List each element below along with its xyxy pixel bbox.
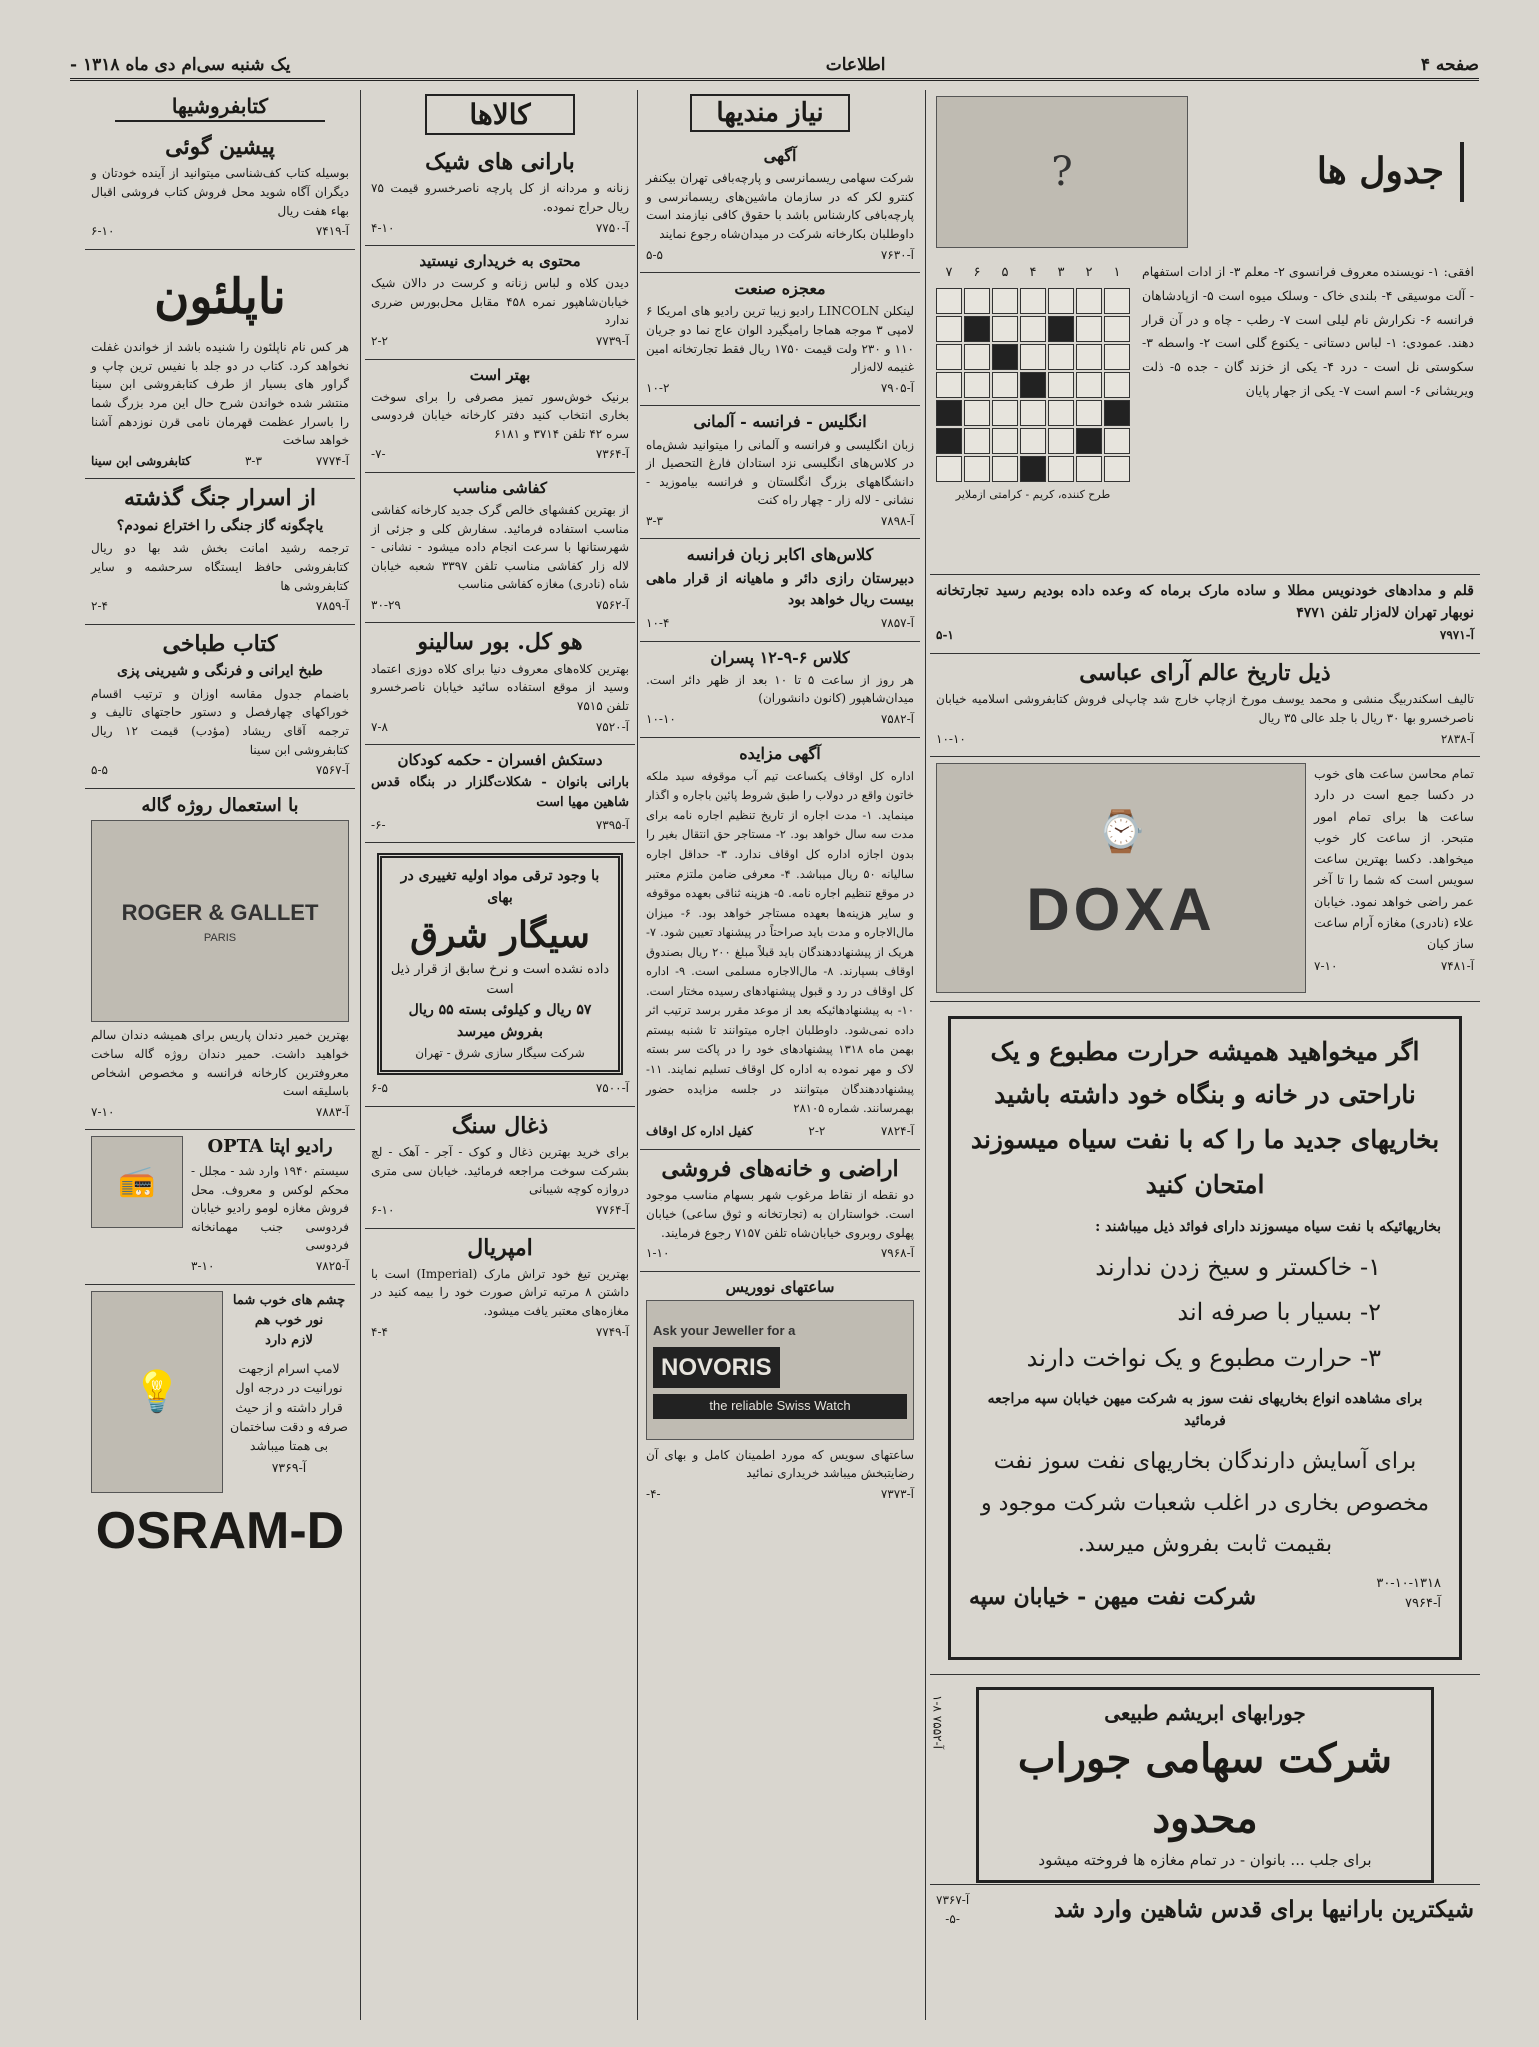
classified-code: آ-۷۵۸۲ xyxy=(880,712,914,726)
cigarette-brand: سیگار شرق xyxy=(410,913,590,956)
crossword-section xyxy=(930,90,1480,575)
grid-cell xyxy=(1076,316,1102,342)
doxa-brand: DOXA xyxy=(1026,875,1216,943)
book-ad-sub: یاچگونه گاز جنگی را اختراع نمودم؟ xyxy=(116,517,324,534)
classified-ad xyxy=(640,273,920,406)
heater-footer: برای آسایش دارندگان بخاریهای نفت سوز نفت مخصوص بخاری در اغلب شعبات شرکت موجود و بقیمت ثابت بفروش میرسد. xyxy=(980,1448,1430,1558)
grid-cell xyxy=(1048,288,1074,314)
goods-ad-title: محتوی به خریداری نیستید xyxy=(419,252,581,271)
grid-cell xyxy=(1076,400,1102,426)
rg-text: بهترین خمیر دندان پاریس برای همیشه دندان سالم خواهید داشت. حمیر دندان روژه گاله ساخت معروفترین کارخانه فرانسه و مخصوص اشخاص باسلیقه است xyxy=(91,1028,349,1099)
bookshops-title: کتابفروشیها xyxy=(115,92,325,122)
auction-num: ۲-۲ xyxy=(808,1123,826,1138)
grid-cell xyxy=(992,428,1018,454)
auction-sign: کفیل اداره کل اوقاف xyxy=(646,1123,753,1138)
opta-num: ۳-۱۰ xyxy=(191,1258,215,1273)
auction-text: اداره کل اوقاف یکساعت تیم آب موقوفه سید ملکه خاتون واقع در دولاب را طبق شروط پائین باجاره و اگذار مینماید. ۱- مدت اجاره از تاریخ تنظیم اجاره نامه برای مدت سه سال خواهد بود. ۲- مستاجر حق انتقال بغیر را بدون اجازه اداره کل اوقاف ندارد. ۳- حداقل اجاره سالیانه ۵۰ ریال میباشد. ۴- معرفی ضامن ملتزم معتبر در موقع تنظیم اجاره نامه. ۵- هزینه ثناقی بعهده موقوفه و سایر هزینه‌ها بعهده مستاجر خواهد بود. ۶- میزان مال‌الاجاره و مدت باید صراحتاً در پیشنهاد تعیین شود. ۷- هریک از پیشنهاددهندگان باید قبلاً مبلغ ۲۰۰ ریال بصندوق اوقاف بسپارند. ۸- مال‌الاجاره مسلمی است. ۹- اداره کل اوقاف در رد و قبول پیشنهادهای رسیده مختار است. ۱۰- به پیشنهادهائیکه بعد از موعد مقرر برسد ترتیب اثر داده نمی‌شود. داوطلبان اجاره میتوانند تا شنبه بیستم بهمن ماه ۱۳۱۸ پیشنهادهای خود را در پاکت سر بسته لاک و مهر نموده به اداره کل اوقاف تسلیم نمایند. ۱۱- پیشنهاددهندگان میتوانند در جلسه مزایده حضور بهمرسانند. شماره ۲۸۱۰۵ xyxy=(646,768,915,1116)
goods-ad-title: ذغال سنگ xyxy=(451,1112,549,1139)
goods-ad-code: آ-۷۷۶۴ xyxy=(595,1202,629,1217)
grid-cell xyxy=(992,400,1018,426)
history-num: ۱۰-۱۰ xyxy=(936,731,966,746)
grid-cell xyxy=(1020,428,1046,454)
goods-ad-text: از بهترین کفشهای خالص گرک جدید کارخانه کفاشی مناسب استفاده فرمائید. سفارش کلی و جزئی از شهرستانها با سرعت انجام داده میشود - نشانی - لاله زار کفاشی مناسب تلفن ۳۳۹۷ شعبه خیابان شاه (نادری) مغازه کفاشی مناسب xyxy=(371,502,629,592)
socks-code: آ-۷۵۵۲ xyxy=(930,1715,945,1750)
goods-ad-text: زنانه و مردانه از کل پارچه ناصرخسرو قیمت ۷۵ ریال حراج نموده. xyxy=(371,181,629,214)
book-ad-num: ۵-۵ xyxy=(91,763,108,778)
socks-top: جورابهای ابریشم طبیعی xyxy=(1104,1701,1306,1726)
history-title: ذیل تاریخ عالم آرای عباسی xyxy=(1079,659,1331,686)
goods-ad-text: بهترین کلاه‌های معروف دنیا برای کلاه دوزی اعتماد وسید از موقع استفاده سائید خیابان ناصرخسرو تلفن ۷۵۱۵ xyxy=(371,661,629,714)
cigarette-line: داده نشده است و نرخ سابق از قرار ذیل است xyxy=(390,961,610,998)
column-crossword-ads xyxy=(930,90,1480,2020)
raincoat-ad xyxy=(930,1885,1480,1936)
cigarette-num: ۶-۵ xyxy=(371,1081,388,1096)
goods-ad-num: -۷- xyxy=(371,447,386,462)
grid-cell-black xyxy=(1048,316,1074,342)
raincoat-code: آ-۷۳۶۷ xyxy=(936,1893,970,1908)
grid-cell xyxy=(1048,456,1074,482)
grid-cell xyxy=(1076,372,1102,398)
book-ad-text: بوسیله کتاب کف‌شناسی میتوانید از آینده خودتان و دیگران آگاه شوید محل فروش کتاب فروشی اقبال بهاء هفت ریال xyxy=(91,166,349,218)
book-ad-num: ۶-۱۰ xyxy=(91,224,115,239)
grid-cell xyxy=(1104,372,1130,398)
classified-code: آ-۷۸۵۷ xyxy=(880,616,914,631)
doxa-text: تمام محاسن ساعت های خوب در دکسا جمع است در دارد ساعت ها برای تمام امور متبحر. از ساعت کار خوب میخواهد. دکسا بهترین ساعت سویس است که شما را تا آخر عمر راضی خواهد نمود. خیابان علاء (نادری) مغازه آرام ساعت ساز کیان xyxy=(1314,766,1474,952)
goods-ad xyxy=(365,745,635,843)
crossword-credit: طرح کننده، کریم - کرامتی ازملایر xyxy=(955,488,1111,501)
raincoat-text: شیکترین بارانیها برای قدس شاهین وارد شد xyxy=(1053,1895,1474,1923)
radio-icon: 📻 xyxy=(91,1136,183,1228)
goods-ad-num: ۲-۲ xyxy=(371,333,388,348)
goods-ad xyxy=(365,473,635,624)
goods-ad-text: برای خرید بهترین ذغال و کوک - آجر - آهک - لچ بشرکت سوخت مراجعه فرمائید. خیابان سی متری دروازه کوچه شیبانی xyxy=(371,1145,629,1197)
novoris-ask: Ask your Jeweller for a xyxy=(653,1323,796,1339)
book-ad xyxy=(85,625,355,789)
grid-cell-black xyxy=(992,344,1018,370)
book-ad-code: آ-۷۷۷۴ xyxy=(315,453,349,468)
book-ad-title: پیشین گوئی xyxy=(165,134,275,160)
classified-text: زبان انگلیسی و فرانسه و آلمانی را میتوانید شش‌ماه در کلاس‌های انگلیسی نزد استادان فارغ التحصیل از دانشگاههای بزرگ انگلستان و فرانسه بیاموزید - نشانی - لاله زار - چهار راه کنت xyxy=(646,437,914,508)
goods-ad-num: ۶-۱۰ xyxy=(371,1202,395,1217)
land-code: آ-۷۹۶۸ xyxy=(880,1246,914,1261)
goods-ad xyxy=(365,360,635,473)
watch-icon: ⌚ xyxy=(1096,808,1146,855)
land-num: ۱-۱۰ xyxy=(646,1246,670,1261)
crossword-clues: افقی: ۱- نویسنده معروف فرانسوی ۲- معلم ۳- از ادات استفهام - آلت موسیقی ۴- بلندی خاک - وسلک میوه است ۵- ازپادشاهان فرانسه ۶- نکرارش نام لیلی است ۷- رطب - چاه و در آن قرار دهند. عمودی: ۱- لباس دستانی - یکنوع گلی است ۲- واسطه ۳- سکوستی نل است - درد ۴- یکی از خزند گان - جده ۵- ذلت ویریشانی ۶- اسم است ۷- یکی از جهار پایان xyxy=(1142,264,1475,398)
opta-radio-ad xyxy=(85,1130,355,1284)
classified-ad xyxy=(640,406,920,539)
grid-cell xyxy=(992,456,1018,482)
grid-cell xyxy=(936,344,962,370)
grid-cell xyxy=(992,372,1018,398)
paper-name: اطلاعات xyxy=(825,55,886,75)
goods-ad-code: آ-۷۷۵۰ xyxy=(595,220,629,235)
grid-cell xyxy=(1048,372,1074,398)
page-number: صفحه ۴ xyxy=(1420,55,1479,75)
grid-cell xyxy=(964,344,990,370)
cigarette-ad xyxy=(365,843,635,1107)
heater-point: ۲- بسیار با صرفه اند xyxy=(1177,1298,1381,1327)
goods-ad-title: هو کل. بور سالینو xyxy=(417,629,583,656)
novoris-text: ساعتهای سویس که مورد اطمینان کامل و بهای آن رضایتبخش میباشد خریداری نمائید xyxy=(646,1447,914,1481)
goods-ad xyxy=(365,1229,635,1350)
lightbulb-icon: 💡 xyxy=(91,1291,223,1493)
grid-cell xyxy=(1104,428,1130,454)
column-goods xyxy=(365,90,635,2020)
goods-ad-text: بارانی بانوان - شکلات‌گلزار در بنگاه قدس شاهین مهیا است xyxy=(371,775,629,811)
book-ad-title: کتاب طباخی xyxy=(162,630,278,657)
book-ad-code: آ-۷۴۱۹ xyxy=(315,224,349,239)
book-ad xyxy=(85,250,355,480)
heater-line: امتحان کنید xyxy=(1145,1169,1265,1199)
grid-cell-black xyxy=(1076,428,1102,454)
classified-num: ۱۰-۲ xyxy=(646,380,670,395)
novoris-tag: the reliable Swiss Watch xyxy=(653,1394,907,1418)
goods-ad-num: ۴-۴ xyxy=(371,1324,388,1339)
grid-number: ۶ xyxy=(973,264,981,280)
classified-num: ۱۰-۴ xyxy=(646,616,670,631)
novoris-ad xyxy=(640,1272,920,1512)
grid-cell-black xyxy=(1020,456,1046,482)
book-ad-num: ۲-۴ xyxy=(91,599,108,614)
rg-city: PARIS xyxy=(203,931,237,944)
grid-cell xyxy=(936,288,962,314)
grid-cell xyxy=(1076,288,1102,314)
classified-text: لینکلن LINCOLN رادیو زیبا ترین رادیو های امریکا ۶ لامپی ۳ موجه هماجا رامیگیرد الوان عاج نما دو جریان ۱۱۰ و ۲۳۰ ولت قیمت ۱۷۵۰ ریال فقط تجارتخانه امین غنیمه لاله‌زار xyxy=(646,304,914,375)
crossword-grid-wrap xyxy=(936,260,1130,503)
classified-num: ۵-۵ xyxy=(646,247,663,262)
heater-company: شرکت نفت میهن - خیابان سپه xyxy=(969,1584,1257,1611)
classified-title: آگهی xyxy=(763,146,797,165)
novoris-title: ساعتهای نووریس xyxy=(725,1277,835,1296)
crossword-illustration: ? xyxy=(936,96,1188,248)
goods-ad-text: بهترین تیغ خود تراش مارک (Imperial) است با داشتن ۸ مرتبه تراش صورت خود را بیمه کنید در مغازه‌های معتبر یافت میشود. xyxy=(371,1266,630,1319)
doxa-watch-illustration xyxy=(936,763,1306,993)
grid-cell xyxy=(964,428,990,454)
grid-cell xyxy=(1020,344,1046,370)
classified-num: ۳-۳ xyxy=(646,513,663,528)
classified-text: هر روز از ساعت ۵ تا ۱۰ بعد از ظهر دائر است. میدان‌شاهپور (کانون دانشوران) xyxy=(646,672,914,706)
grid-cell xyxy=(1048,344,1074,370)
book-ad xyxy=(85,128,355,250)
grid-cell xyxy=(936,456,962,482)
book-ad-text: هر کس نام ناپلئون را شنیده باشد از خواندن غفلت نخواهد کرد. کتاب در دو جلد با نفیس ترین چاپ و گراور های بسیار از طرف کتابفروشی ابن سینا منتشر شده خواندن شرح حال این مرد بزرگ شما را باسرار عظمت قهرمان نامی قرن نوزدهم آشنا خواهد ساخت xyxy=(91,340,349,448)
grid-number: ۲ xyxy=(1085,264,1093,280)
classified-ad xyxy=(640,539,920,641)
doxa-num: ۷-۱۰ xyxy=(1314,959,1338,974)
goods-ad-title: دستکش افسران - حکمه کودکان xyxy=(397,751,603,770)
goods-ad xyxy=(365,143,635,246)
osram-brand: OSRAM-D xyxy=(95,1501,345,1560)
goods-ad-text: دیدن کلاه و لباس زنانه و کرست در دالان شیک خیابان‌شاهپور نمره ۴۵۸ مقابل محل‌بورس ضرری ندارد xyxy=(371,276,629,328)
goods-ad-code: آ-۷۷۴۹ xyxy=(595,1324,629,1339)
cigarette-line: ۵۷ ریال و کیلوئی بسته ۵۵ ریال بفروش میرسد xyxy=(408,1002,592,1040)
goods-ad-title: بارانی های شیک xyxy=(425,149,575,175)
classified-text: شرکت سهامی ریسمانرسی و پارچه‌بافی تهران بیکنفر کنترو لکر که در سازمان ماشین‌های ریسمانرسی و پارچه‌بافی کارشناس باشد با حقوق کافی نیازمند است داوطلبان بکارخانه شرکت در میدان‌شاه رجوع نمایند xyxy=(646,171,914,241)
osram-line: لازم دارد xyxy=(265,1332,313,1348)
socks-title: شرکت سهامی جوراب محدود xyxy=(1017,1735,1393,1843)
rg-code: آ-۷۸۸۳ xyxy=(315,1104,349,1119)
classified-title: کلاس‌های اکابر زبان فرانسه xyxy=(686,545,874,565)
goods-ad-code: آ-۷۳۶۴ xyxy=(595,447,629,462)
column-bookshops xyxy=(85,90,355,2020)
heater-sub: بخاریهائیکه با نفت سیاه میسوزند دارای فوائد ذیل میباشند : xyxy=(1095,1218,1441,1235)
page-header xyxy=(70,52,1479,81)
classified-title: کلاس ۶-۹-۱۲ پسران xyxy=(710,647,850,667)
grid-cell xyxy=(1020,400,1046,426)
rg-title: با استعمال روژه گاله xyxy=(141,794,299,816)
osram-body: لامپ اسرام ازجهت نورانیت در درجه اول قرار داشته و از حیث صرفه و دقت ساختمان بی همتا میباشد xyxy=(230,1360,348,1454)
pens-ad xyxy=(930,575,1480,654)
book-ad xyxy=(85,479,355,624)
cigarette-line: شرکت سیگار سازی شرق - تهران xyxy=(415,1045,585,1060)
osram-ad xyxy=(85,1285,355,1501)
opta-text: سیستم ۱۹۴۰ وارد شد - مجلل - محکم لوکس و معروف. محل فروش مغازه لومو رادیو خیابان فردوسی جنب مهمانخانه فردوسی xyxy=(191,1163,349,1253)
grid-cell xyxy=(1076,344,1102,370)
history-code: آ-۲۸۳۸ xyxy=(1440,731,1474,746)
goods-ad xyxy=(365,623,635,745)
pens-text: قلم و مدادهای خودنویس مطلا و ساده مارک برماه که وعده داده بودیم رسید تجارتخانه نوبهار تهران لاله‌زار تلفن ۴۷۷۱ xyxy=(936,583,1474,621)
doxa-ad xyxy=(930,757,1480,1002)
socks-sub: برای جلب ... بانوان - در تمام مغازه ها فروخته میشود xyxy=(1038,1851,1372,1870)
rg-brand: ROGER & GALLET xyxy=(121,899,319,925)
book-ad-title: ناپلئون xyxy=(154,268,286,325)
goods-ad-num: -۶- xyxy=(371,817,386,832)
grid-number: ۷ xyxy=(945,264,953,280)
history-text: تالیف اسکندربیگ منشی و محمد یوسف مورخ ازچاپ خارج شد چاپ‌لی فروش کتابفروشی اسلامیه خیابان ناصرخسرو بها ۳۰ ریال با جلد عالی ۳۵ ریال xyxy=(936,692,1474,725)
grid-cell-black xyxy=(936,428,962,454)
grid-cell-black xyxy=(936,400,962,426)
socks-num: ۸-۱ xyxy=(930,1695,945,1713)
land-ad xyxy=(640,1150,920,1272)
grid-cell xyxy=(964,288,990,314)
heater-line: ناراحتی در خانه و بنگاه خود داشته باشید xyxy=(994,1079,1416,1109)
grid-cell xyxy=(1048,400,1074,426)
goods-ad-num: ۳۰-۲۹ xyxy=(371,597,401,612)
opta-title: رادیو اپتا OPTA xyxy=(207,1136,333,1158)
grid-number: ۴ xyxy=(1029,264,1037,280)
novoris-illustration xyxy=(646,1300,914,1440)
land-text: دو نقطه از نقاط مرغوب شهر بسهام مناسب موجود است. خواستاران به (تجارتخانه و ثوق ساعی) خیابان پهلوی روبروی خیابان‌شاه تلفن ۷۱۵۷ رجوع فرمایند. xyxy=(646,1188,914,1240)
novoris-num: -۴- xyxy=(646,1486,661,1501)
grid-cell xyxy=(1104,344,1130,370)
goods-ad-title: بهتر است xyxy=(469,365,531,384)
rg-num: ۷-۱۰ xyxy=(91,1104,115,1119)
classifieds-title: نیاز مندیها xyxy=(690,94,850,132)
crossword-grid xyxy=(936,260,1130,482)
classified-code: آ-۷۶۳۰ xyxy=(880,247,914,262)
goods-ad-text: برنیک خوش‌سور تمیز مصرفی را برای سوخت بخاری انتخاب کنید دفتر کارخانه خیابان فردوسی سره ۴۲ تلفن ۳۷۱۴ و ۶۱۸۱ xyxy=(371,389,629,441)
goods-ad-title: امپریال xyxy=(467,1234,533,1261)
pens-num: ۵-۱ xyxy=(936,628,954,643)
grid-cell-black xyxy=(964,316,990,342)
grid-cell xyxy=(964,456,990,482)
auction-title: آگهی مزایده xyxy=(739,743,821,763)
goods-ad xyxy=(365,1107,635,1229)
goods-ad-code: آ-۷۳۹۵ xyxy=(595,817,629,832)
raincoat-num: -۵- xyxy=(945,1911,960,1926)
book-ad-title: از اسرار جنگ گذشته xyxy=(124,485,316,512)
grid-number: ۳ xyxy=(1057,264,1065,280)
novoris-brand: NOVORIS xyxy=(653,1347,780,1388)
grid-cell xyxy=(964,400,990,426)
auction-ad xyxy=(640,738,920,1150)
grid-cell xyxy=(1020,316,1046,342)
heater-code: آ-۷۹۶۴ xyxy=(1405,1596,1441,1612)
grid-number: ۱ xyxy=(1113,264,1121,280)
doxa-text-block xyxy=(1314,763,1474,993)
grid-cell xyxy=(992,316,1018,342)
auction-code: آ-۷۸۲۴ xyxy=(880,1123,914,1138)
heater-ad xyxy=(930,1002,1480,1675)
classified-title: انگلیس - فرانسه - آلمانی xyxy=(693,412,867,432)
cigarette-code: آ-۷۵۰۰ xyxy=(595,1081,629,1096)
grid-cell xyxy=(1076,456,1102,482)
classified-ad xyxy=(640,642,920,738)
heater-point: ۱- خاکستر و سیخ زدن ندارند xyxy=(1095,1252,1381,1281)
grid-number: ۵ xyxy=(1001,264,1009,280)
classified-num: ۱۰-۱۰ xyxy=(646,712,676,726)
book-ad-num: ۳-۳ xyxy=(244,453,262,468)
goods-ad-num: ۷-۸ xyxy=(371,719,388,734)
classified-code: آ-۷۸۹۸ xyxy=(880,513,914,528)
heater-point: ۳- حرارت مطبوع و یک نواخت دارند xyxy=(1026,1343,1381,1372)
heater-title: اگر میخواهید همیشه حرارت مطبوع و یک xyxy=(990,1037,1420,1067)
book-ad-shop: کتابفروشی ابن سینا xyxy=(91,453,191,468)
goods-ad-code: آ-۷۷۳۹ xyxy=(595,333,629,348)
grid-cell-black xyxy=(1104,400,1130,426)
doxa-code: آ-۷۴۸۱ xyxy=(1440,959,1474,974)
grid-cell xyxy=(964,372,990,398)
grid-cell-black xyxy=(1020,372,1046,398)
goods-title: کالاها xyxy=(425,94,575,135)
issue-date: یک شنبه سی‌ام دی ماه ۱۳۱۸ - xyxy=(70,55,291,75)
history-book-ad xyxy=(930,654,1480,757)
classified-ad xyxy=(640,140,920,273)
crossword-title: جدول ها xyxy=(1309,142,1464,202)
socks-ad xyxy=(930,1675,1480,1885)
goods-ad-code: آ-۷۵۲۰ xyxy=(595,719,629,734)
opta-code: آ-۷۸۲۵ xyxy=(315,1258,349,1273)
roger-gallet-ad xyxy=(85,789,355,1131)
osram-line: چشم های خوب شما xyxy=(232,1292,346,1308)
book-ad-sub: طبخ ایرانی و فرنگی و شیرینی پزی xyxy=(117,663,323,680)
book-ad-code: آ-۷۸۵۹ xyxy=(315,599,349,614)
heater-line: بخاریهای جدید ما را که با نفت سیاه میسوزند xyxy=(970,1124,1440,1154)
grid-cell xyxy=(1104,456,1130,482)
land-title: اراضی و خانه‌های فروشی xyxy=(661,1156,899,1183)
novoris-code: آ-۷۳۷۳ xyxy=(880,1486,914,1501)
goods-ad-num: ۴-۱۰ xyxy=(371,220,395,235)
classified-code: آ-۷۹۰۵ xyxy=(880,380,914,395)
column-rule xyxy=(637,90,638,2020)
grid-cell xyxy=(1020,288,1046,314)
pens-code: آ-۷۹۷۱ xyxy=(1439,628,1474,643)
column-rule xyxy=(360,90,361,2020)
classified-text: دبیرستان رازی دائر و ماهیانه از قرار ماهی بیست ریال خواهد بود xyxy=(646,570,914,609)
column-rule xyxy=(925,90,926,2020)
book-ad-code: آ-۷۵۶۷ xyxy=(315,763,349,778)
goods-ad xyxy=(365,246,635,359)
book-ad-text: ترجمه رشید امانت بخش شد بها دو ریال کتابفروشی حافظ ایستگاه سرحشمه و سایر کتابفروشی ها xyxy=(91,541,349,593)
grid-cell xyxy=(1104,316,1130,342)
goods-ad-title: کفاشی مناسب xyxy=(452,478,548,497)
grid-cell xyxy=(992,288,1018,314)
grid-cell xyxy=(1048,428,1074,454)
heater-visit: برای مشاهده انواع بخاریهای نفت سوز به شرکت میهن خیابان سپه مراجعه فرمائید xyxy=(987,1391,1423,1430)
osram-code: آ-۷۳۶۹ xyxy=(271,1459,307,1475)
grid-cell xyxy=(1104,288,1130,314)
column-classifieds xyxy=(640,90,920,2020)
goods-ad-code: آ-۷۵۶۲ xyxy=(595,597,629,612)
heater-date: ۳۰-۱۰-۱۳۱۸ xyxy=(1376,1576,1441,1592)
osram-line: نور خوب هم xyxy=(254,1312,324,1328)
grid-cell xyxy=(936,372,962,398)
book-ad-text: باضمام جدول مقاسه اوزان و ترتیب اقسام خوراکهای چهارفصل و دستور حاجتهای تالیف و ترجمه آقای ریشاد (مؤدب) قیمت ۱۲ ریال کتابفروشی ابن سینا xyxy=(91,686,349,757)
grid-cell xyxy=(936,316,962,342)
classified-title: معجزه صنعت xyxy=(734,279,826,299)
toothpaste-illustration xyxy=(91,820,349,1022)
cigarette-line: با وجود ترقی مواد اولیه تغییری در بهای xyxy=(400,868,600,906)
